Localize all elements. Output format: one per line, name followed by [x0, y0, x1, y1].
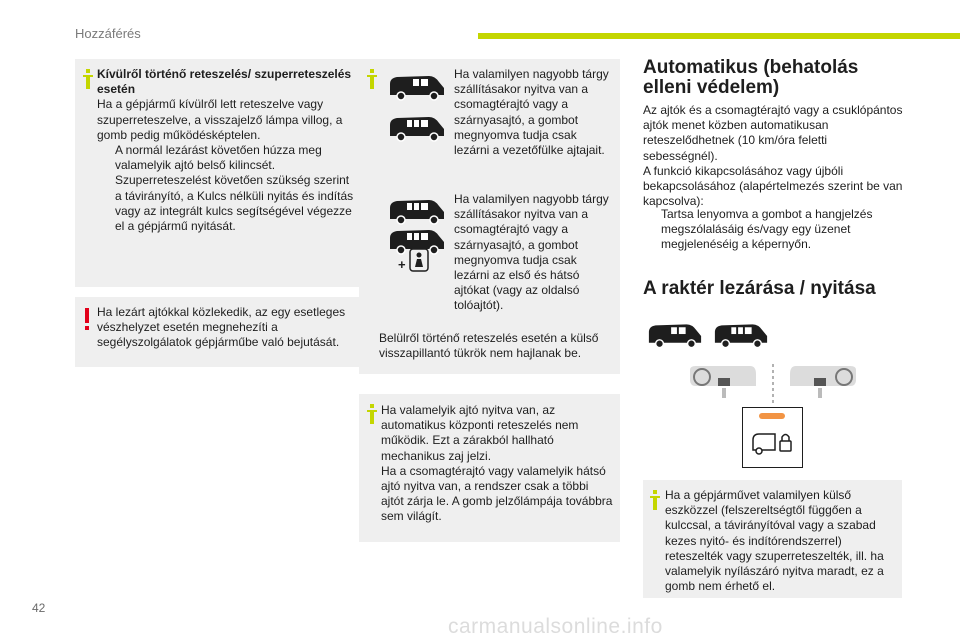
auto-lock-bullet: Tartsa lenyomva a gombot a hangjelzés megszólalásáig és/vagy egy üzenet megjelenéséig a képernyőn.: [661, 207, 873, 252]
open-door-text: Ha valamelyik ajtó nyitva van, az automatikus központi reteszelés nem működik. Ezt a zárakból hallható mechanikus zaj jelzi. Ha a csomagtérajtó vagy valamelyik hátsó ajtó nyitva van, a rendszer csak a többi ajtót zárja le. A gomb jelzőlámpája továbbra sem világít.: [381, 403, 613, 524]
page-number: 42: [32, 601, 46, 615]
van-cab-icon: [387, 73, 447, 101]
info-icon: [650, 490, 660, 510]
indicator-lamp: [759, 413, 785, 419]
warning-text: Ha lezárt ajtókkal közlekedik, az egy esetleges vészhelyzet esetén megnehezíti a segélyszolgálatok gépjárműbe való bejutását.: [97, 305, 346, 350]
lock-button-illustration: [742, 407, 803, 468]
child-lock-icon: [409, 248, 429, 272]
warning-box: [75, 297, 364, 367]
cargo-lock-box: [359, 59, 620, 374]
info-icon: [83, 69, 93, 89]
van-padlock-icon: [751, 430, 795, 456]
external-lock-text: Ha a gépjárművet valamilyen külső eszközzel (felszereltségtől függően a kulccsal, a távirányítóval vagy a szabad kezes nyitó- és indítórendszerrel) reteszelték vagy szuperreteszelték, ill. ha valamelyik nyílászáró nyitva maradt, ez a gomb nem érhető el.: [665, 488, 884, 594]
van-icon: [646, 320, 704, 350]
info-box-locking: [75, 59, 364, 287]
section-title: Hozzáférés: [75, 26, 141, 41]
van-open-icon: [387, 114, 447, 142]
header-accent-bar: [478, 33, 960, 39]
van-icon: [712, 320, 770, 350]
info-icon: [367, 404, 377, 424]
cargo-para-1: Ha valamilyen nagyobb tárgy szállításakor nyitva van a csomagtérajtó vagy a szárnyasajtó, a gombot megnyomva tudja csak lezárni a vezetőfülke ajtajait.: [454, 67, 609, 158]
list-item: A normál lezárást követően húzza meg valamelyik ajtó belső kilincsét.: [115, 143, 322, 173]
warning-icon: [83, 308, 91, 330]
auto-lock-heading: Automatikus (behatolás elleni védelem): [643, 57, 859, 98]
van-doors-icon: [387, 197, 447, 225]
info-box-intro: Ha a gépjármű kívülről lett reteszelve vagy szuperreteszelve, a visszajelző lámpa villog, a gomb pedig működésképtelen.: [97, 97, 343, 142]
watermark: carmanualsonline.info: [448, 615, 663, 638]
cargo-para-2: Ha valamilyen nagyobb tárgy szállításakor nyitva van a csomagtérajtó vagy a szárnyasajtó, a gombot megnyomva tudja csak lezárni az első és hátsó ajtókat (vagy az oldalsó tolóajtót).: [454, 192, 609, 313]
info-box-title: Kívülről történő reteszelés/ szuperreteszelés esetén: [97, 67, 352, 97]
external-lock-box: [643, 480, 902, 598]
info-icon: [367, 69, 377, 89]
dashboard-illustration: [688, 364, 858, 404]
plus-sign: +: [398, 257, 406, 272]
auto-lock-text: Az ajtók és a csomagtérajtó vagy a csuklópántos ajtók menet közben automatikusan reteszelődhetnek (10 km/óra feletti sebességnél). A funkció kikapcsolásához vagy újbóli bekapcsolásához (alapértelmezés szerint be van kapcsolva):: [643, 103, 903, 209]
cargo-para-3: Belülről történő reteszelés esetén a külső visszapillantó tükrök nem hajlanak be.: [379, 331, 599, 361]
list-item: Szuperreteszelést követően szükség szerint a távirányító, a Kulcs nélküli nyitás és indítás vagy az integrált kulcs segítségével végezze el a gépjármű nyitását.: [115, 173, 354, 234]
cargo-lock-heading: A raktér lezárása / nyitása: [643, 278, 876, 299]
open-door-box: [359, 394, 620, 542]
